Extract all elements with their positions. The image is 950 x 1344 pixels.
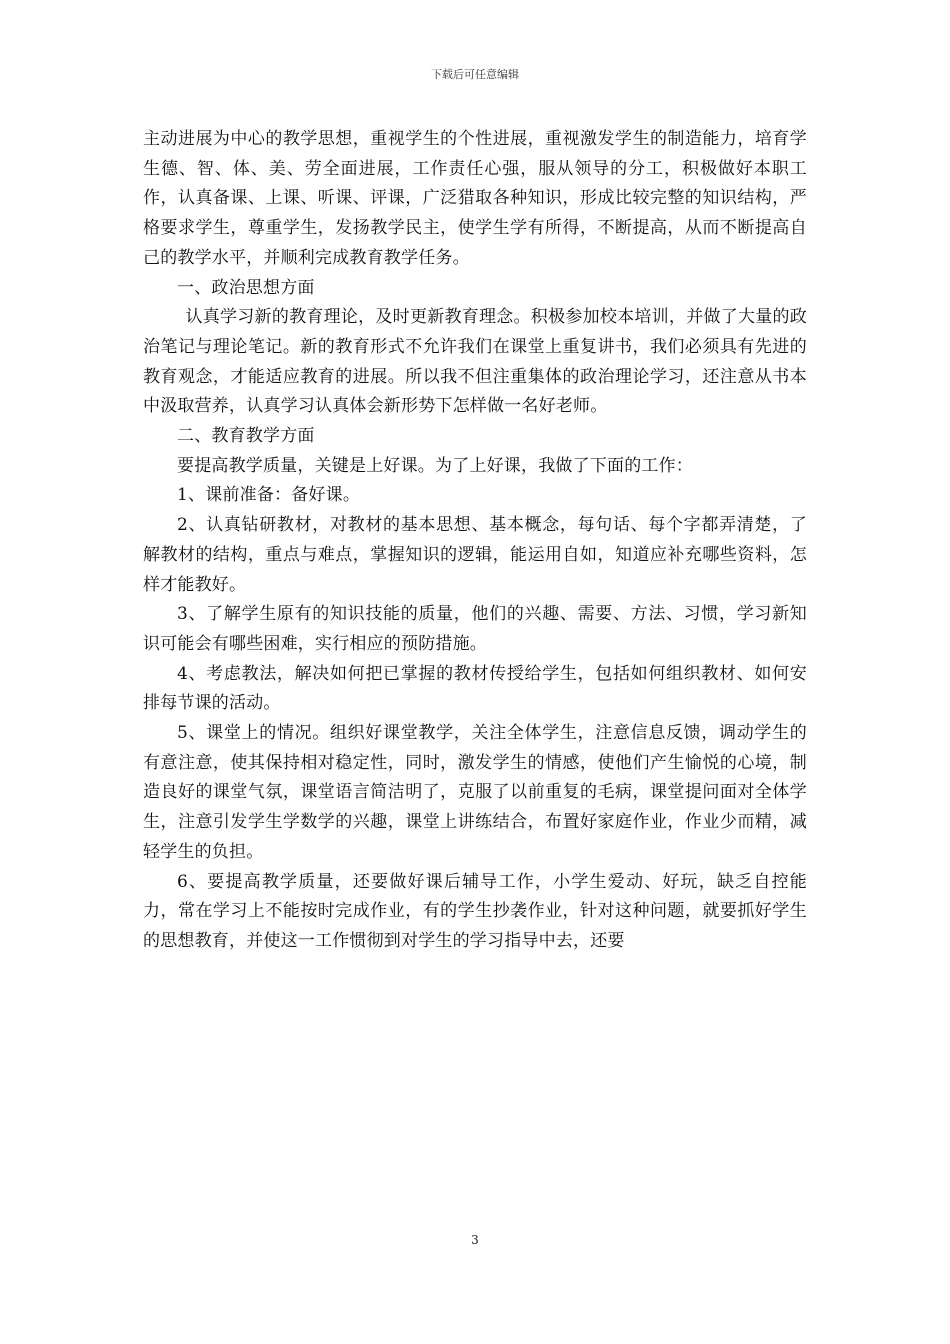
paragraph-intro-continued: 主动进展为中心的教学思想，重视学生的个性进展，重视激发学生的制造能力，培育学生德、智、体、美、劳全面进展，工作责任心强，服从领导的分工，积极做好本职工作，认真备课、上课、听课、评课，广泛猎取各种知识，形成比较完整的知识结构，严格要求学生，尊重学生，发扬教学民主，使学生学有所得，不断提高，从而不断提高自己的教学水平，并顺利完成教育教学任务。 — [143, 129, 807, 268]
page-number: 3 — [471, 1233, 479, 1247]
list-item-3: 3、了解学生原有的知识技能的质量，他们的兴趣、需要、方法、习惯，学习新知识可能会有哪些困难，实行相应的预防措施。 — [143, 604, 807, 654]
section-heading-teaching: 二、教育教学方面 — [177, 426, 315, 447]
list-item-6: 6、要提高教学质量，还要做好课后辅导工作，小学生爱动、好玩，缺乏自控能力，常在学习上不能按时完成作业，有的学生抄袭作业，针对这种问题，就要抓好学生的思想教育，并使这一工作惯彻到对学生的学习指导中去，还要 — [143, 871, 807, 951]
list-item-2: 2、认真钻研教材，对教材的基本思想、基本概念，每句话、每个字都弄清楚，了解教材的结构，重点与难点，掌握知识的逻辑，能运用自如，知道应补充哪些资料，怎样才能教好。 — [143, 515, 807, 595]
paragraph-political-thought: 认真学习新的教育理论，及时更新教育理念。积极参加校本培训，并做了大量的政治笔记与理论笔记。新的教育形式不允许我们在课堂上重复讲书，我们必须具有先进的教育观念，才能适应教育的进展。所以我不但注重集体的政治理论学习，还注意从书本中汲取营养，认真学习认真体会新形势下怎样做一名好老师。 — [143, 307, 807, 417]
page-header: 下载后可任意编辑 — [431, 68, 519, 81]
list-item-1: 1、课前准备：备好课。 — [177, 485, 361, 506]
list-item-4: 4、考虑教法，解决如何把已掌握的教材传授给学生，包括如何组织教材、如何安排每节课的活动。 — [143, 663, 807, 714]
list-item-5: 5、课堂上的情况。组织好课堂教学，关注全体学生，注意信息反馈，调动学生的有意注意，使其保持相对稳定性，同时，激发学生的情感，使他们产生愉悦的心境，制造良好的课堂气氛，课堂语言简洁明了，克服了以前重复的毛病，课堂提问面对全体学生，注意引发学生学数学的兴趣，课堂上讲练结合，布置好家庭作业，作业少而精，减轻学生的负担。 — [143, 723, 807, 862]
document-body — [143, 125, 807, 957]
section-heading-political: 一、政治思想方面 — [177, 277, 315, 298]
paragraph-teaching-intro: 要提高教学质量，关键是上好课。为了上好课，我做了下面的工作： — [177, 455, 693, 476]
